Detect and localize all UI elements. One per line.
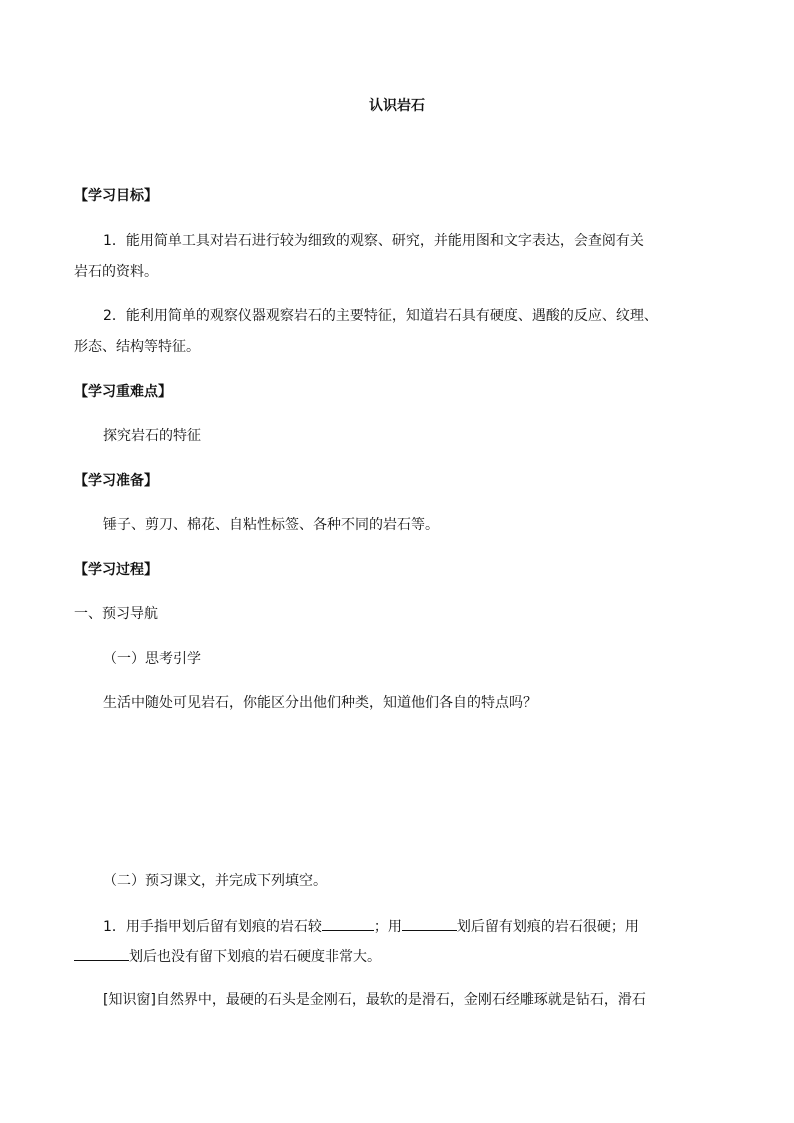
objective-item-2-line-1: 2．能利用简单的观察仪器观察岩石的主要特征，知道岩石具有硬度、遇酸的反应、纹理、 <box>103 308 658 324</box>
fill-blank-line-2 <box>74 946 381 967</box>
process-question: 生活中随处可见岩石，你能区分出他们种类，知道他们各自的特点吗？ <box>103 695 537 711</box>
process-part-1: 一、预习导航 <box>74 606 158 622</box>
section-heading-preparation: 【学习准备】 <box>74 473 158 489</box>
process-sub-2: （二）预习课文，并完成下列填空。 <box>103 873 327 889</box>
fill-text-a: 1．用手指甲划后留有划痕的岩石较 <box>103 919 322 935</box>
section-heading-objectives: 【学习目标】 <box>74 188 158 204</box>
knowledge-window: [知识窗]自然界中，最硬的石头是金刚石，最软的是滑石，金刚石经雕琢就是钻石，滑石 <box>103 992 646 1008</box>
answer-blank-1[interactable] <box>322 916 374 931</box>
objective-item-1-line-1: 1．能用简单工具对岩石进行较为细致的观察、研究，并能用图和文字表达，会查阅有关 <box>103 233 644 249</box>
process-sub-1: （一）思考引学 <box>103 651 201 667</box>
fill-text-d: 划后也没有留下划痕的岩石硬度非常大。 <box>129 949 381 965</box>
page-title: 认识岩石 <box>369 98 425 114</box>
objective-item-1-line-2: 岩石的资料。 <box>74 264 158 280</box>
fill-text-c: 划后留有划痕的岩石很硬；用 <box>456 919 639 935</box>
section-heading-key-points: 【学习重难点】 <box>74 384 172 400</box>
answer-blank-3[interactable] <box>74 946 129 961</box>
key-points-content: 探究岩石的特征 <box>103 428 201 444</box>
section-heading-process: 【学习过程】 <box>74 562 158 578</box>
preparation-content: 锤子、剪刀、棉花、自粘性标签、各种不同的岩石等。 <box>103 517 439 533</box>
objective-item-2-line-2: 形态、结构等特征。 <box>74 339 200 355</box>
answer-blank-2[interactable] <box>402 916 457 931</box>
fill-text-b: ；用 <box>373 919 402 935</box>
fill-blank-line-1 <box>103 916 639 937</box>
